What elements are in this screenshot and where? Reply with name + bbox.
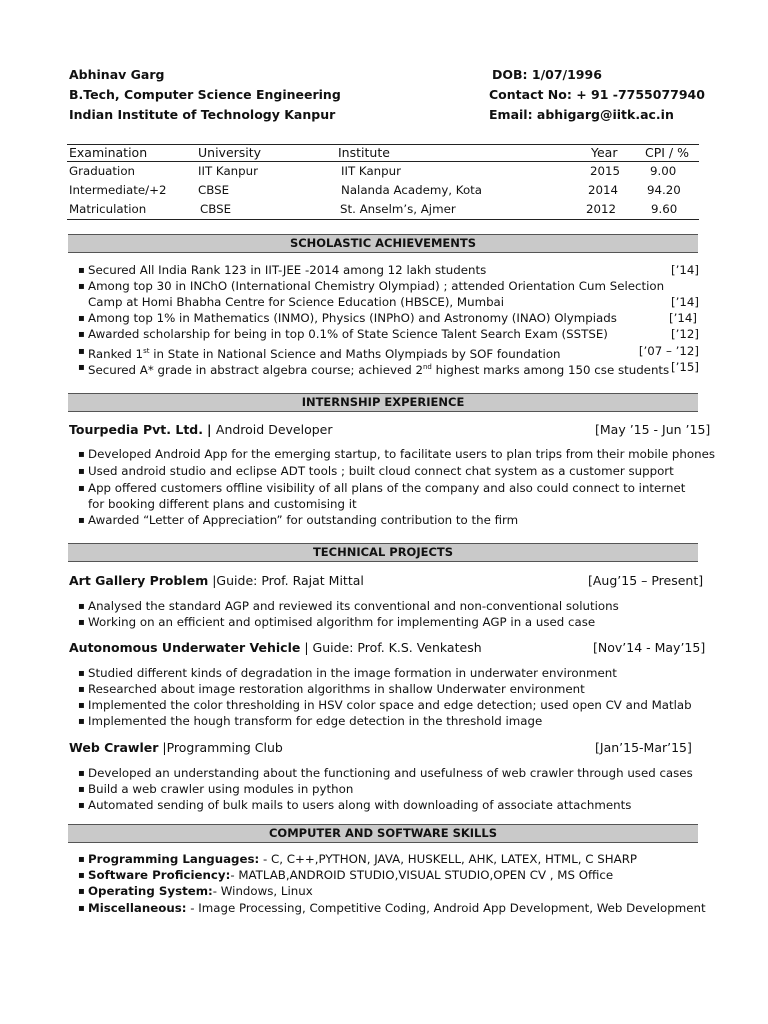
- internship-title: Tourpedia Pvt. Ltd. | Android Developer: [69, 422, 333, 437]
- table-cell: CBSE: [198, 183, 230, 197]
- list-item-year: [’14]: [669, 311, 697, 325]
- section-header-internship: INTERNSHIP EXPERIENCE: [68, 393, 698, 412]
- section-header-skills: COMPUTER AND SOFTWARE SKILLS: [68, 824, 698, 843]
- list-item: ▪ Working on an efficient and optimised algorithm for implementing AGP in a used case: [78, 615, 595, 630]
- table-cell: 94.20: [647, 183, 681, 197]
- list-item-year: [’14]: [671, 263, 699, 277]
- table-cell: 9.00: [650, 164, 677, 178]
- table-cell: Intermediate/+2: [69, 183, 167, 197]
- skill-item: ▪ Programming Languages: - C, C++,PYTHON, JAVA, HUSKELL, AHK, LATEX, HTML, C SHARP: [78, 852, 637, 867]
- col-header-cpi: CPI / %: [645, 145, 689, 160]
- table-cell: IIT Kanpur: [341, 164, 401, 178]
- col-header-year: Year: [591, 145, 618, 160]
- table-cell: IIT Kanpur: [198, 164, 258, 178]
- list-item: ▪ Developed Android App for the emerging startup, to facilitate users to plan trips from their mobile phones: [78, 447, 715, 462]
- list-item-year: [’14]: [671, 295, 699, 309]
- project-dates: [Aug’15 – Present]: [588, 573, 704, 588]
- list-item: ▪ Analysed the standard AGP and reviewed its conventional and non-conventional solutions: [78, 599, 619, 614]
- list-item-year: [’15]: [671, 360, 699, 374]
- section-header-projects: TECHNICAL PROJECTS: [68, 543, 698, 562]
- table-cell: 2014: [588, 183, 619, 197]
- list-item: ▪ Studied different kinds of degradation in the image formation in underwater environment: [78, 666, 617, 681]
- list-item: ▪ Build a web crawler using modules in python: [78, 782, 353, 797]
- table-bottom-rule: [67, 219, 699, 220]
- table-header-rule: [67, 161, 699, 162]
- dob: DOB: 1/07/1996: [492, 67, 602, 82]
- list-item: ▪ Researched about image restoration algorithms in shallow Underwater environment: [78, 682, 585, 697]
- list-item-year: [’07 – ’12]: [638, 344, 699, 358]
- degree: B.Tech, Computer Science Engineering: [69, 87, 341, 102]
- list-item: ▪ Among top 1% in Mathematics (INMO), Physics (INPhO) and Astronomy (INAO) Olympiads: [78, 311, 617, 326]
- project-title: Art Gallery Problem |Guide: Prof. Rajat Mittal: [69, 573, 364, 588]
- list-item: ▪ Automated sending of bulk mails to users along with downloading of associate attachments: [78, 798, 631, 813]
- list-item: ▪ Ranked 1st in State in National Science and Maths Olympiads by SOF foundation: [78, 344, 561, 362]
- table-cell: CBSE: [200, 202, 232, 216]
- internship-dates: [May ’15 - Jun ’15]: [595, 422, 711, 437]
- list-item: ▪ App offered customers offline visibility of all plans of the company and also could connect to internet: [78, 481, 685, 496]
- col-header-university: University: [198, 145, 262, 160]
- table-cell: Graduation: [69, 164, 136, 178]
- project-title: Autonomous Underwater Vehicle | Guide: Prof. K.S. Venkatesh: [69, 640, 482, 655]
- name: Abhinav Garg: [69, 67, 165, 82]
- skill-item: ▪ Operating System:- Windows, Linux: [78, 884, 313, 899]
- list-item: ▪ Implemented the color thresholding in HSV color space and edge detection; used open CV and Matlab: [78, 698, 692, 713]
- list-item: ▪ Awarded scholarship for being in top 0.1% of State Science Talent Search Exam (SSTSE): [78, 327, 608, 342]
- col-header-examination: Examination: [69, 145, 148, 160]
- table-cell: 9.60: [651, 202, 678, 216]
- table-cell: St. Anselm’s, Ajmer: [340, 202, 456, 216]
- email: Email: abhigarg@iitk.ac.in: [489, 107, 674, 122]
- list-item: ▪ Secured All India Rank 123 in IIT-JEE -2014 among 12 lakh students: [78, 263, 486, 278]
- section-header-scholastic: SCHOLASTIC ACHIEVEMENTS: [68, 234, 698, 253]
- table-cell: 2015: [590, 164, 621, 178]
- list-item-year: [’12]: [671, 327, 699, 341]
- project-title: Web Crawler |Programming Club: [69, 740, 283, 755]
- skill-item: ▪ Miscellaneous: - Image Processing, Competitive Coding, Android App Development, Web Development: [78, 901, 706, 916]
- list-item: ▪ Used android studio and eclipse ADT tools ; built cloud connect chat system as a customer support: [78, 464, 674, 479]
- table-cell: Matriculation: [69, 202, 147, 216]
- skill-item: ▪ Software Proficiency:- MATLAB,ANDROID STUDIO,VISUAL STUDIO,OPEN CV , MS Office: [78, 868, 613, 883]
- list-item: ▪ Secured A* grade in abstract algebra course; achieved 2nd highest marks among 150 cse students: [78, 360, 669, 378]
- list-item: ▪ Among top 30 in INChO (International Chemistry Olympiad) ; attended Orientation Cum Selection: [78, 279, 664, 294]
- list-item: ▪ Implemented the hough transform for edge detection in the threshold image: [78, 714, 542, 729]
- list-item: ▪ Developed an understanding about the functioning and usefulness of web crawler through used cases: [78, 766, 693, 781]
- contact-number: Contact No: + 91 -7755077940: [489, 87, 705, 102]
- project-dates: [Nov’14 - May’15]: [593, 640, 706, 655]
- list-item: ▪ Awarded “Letter of Appreciation” for outstanding contribution to the firm: [78, 513, 518, 528]
- table-cell: Nalanda Academy, Kota: [341, 183, 483, 197]
- list-item-continuation: for booking different plans and customising it: [88, 497, 357, 511]
- project-dates: [Jan’15-Mar’15]: [595, 740, 692, 755]
- college: Indian Institute of Technology Kanpur: [69, 107, 336, 122]
- col-header-institute: Institute: [338, 145, 390, 160]
- table-cell: 2012: [586, 202, 617, 216]
- list-item-continuation: Camp at Homi Bhabha Centre for Science Education (HBSCE), Mumbai: [88, 295, 505, 309]
